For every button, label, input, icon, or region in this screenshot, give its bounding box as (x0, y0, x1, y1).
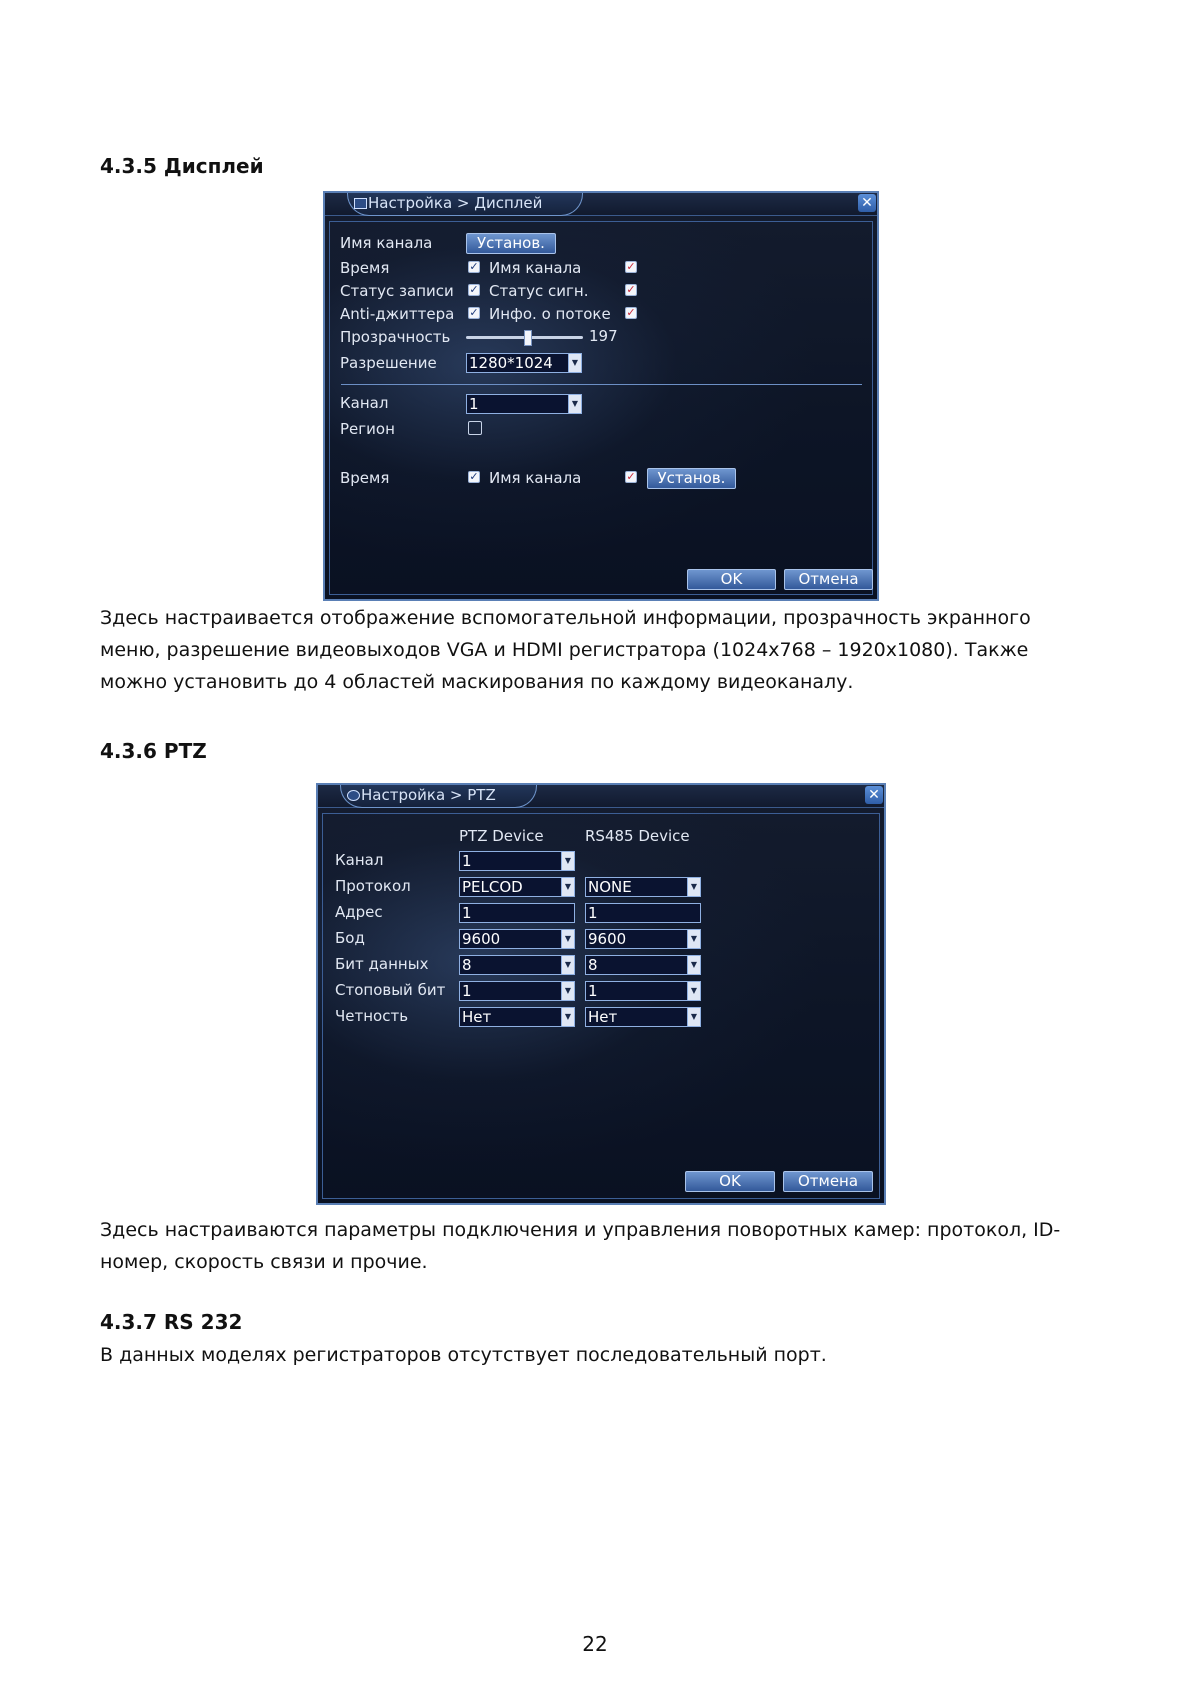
section-divider (341, 384, 862, 385)
rs485-data-bits-value: 8 (588, 956, 598, 974)
signal-status-checkbox[interactable]: ✓ (626, 283, 636, 296)
ptz-baud-value: 9600 (462, 930, 501, 948)
ptz-stop-bit-value: 1 (462, 982, 472, 1000)
chevron-down-icon: ▼ (687, 930, 700, 948)
section-heading-display: 4.3.5 Дисплей (100, 154, 264, 178)
column-ptz-device: PTZ Device (459, 827, 544, 845)
chevron-down-icon: ▼ (561, 1008, 574, 1026)
chevron-down-icon: ▼ (687, 1008, 700, 1026)
chevron-down-icon: ▼ (568, 395, 581, 413)
ptz-address-input[interactable] (459, 903, 575, 923)
channel-set-button[interactable]: Установ. (647, 468, 736, 489)
rs485-baud-select[interactable] (585, 929, 701, 949)
label-protocol: Протокол (335, 877, 411, 895)
display-description: Здесь настраивается отображение вспомогательной информации, прозрачность экранного меню, разрешение видеовыходов VGA и HDMI регистратора (1024х768 – 1920х1080). Также можно установить до 4 областей маскирования по каждому видеоканалу. (100, 607, 1031, 693)
ptz-parity-value: Нет (462, 1008, 492, 1026)
channel-name-set-button[interactable]: Установ. (466, 233, 556, 254)
dialog-title (347, 193, 583, 216)
ptz-protocol-select[interactable] (459, 877, 575, 897)
show-channel-name-checkbox[interactable]: ✓ (626, 260, 636, 273)
label-stream-info: Инфо. о потоке (489, 305, 611, 323)
label-address: Адрес (335, 903, 383, 921)
resolution-value: 1280*1024 (469, 354, 553, 372)
label-baud: Бод (335, 929, 365, 947)
camera-icon (347, 790, 360, 801)
rs485-stop-bit-value: 1 (588, 982, 598, 1000)
rs485-protocol-select[interactable] (585, 877, 701, 897)
close-icon[interactable]: ✕ (858, 194, 876, 212)
display-settings-dialog (323, 191, 879, 601)
dialog-title-text: Настройка > Дисплей (368, 194, 543, 212)
dialog-body (329, 221, 873, 595)
ptz-description: Здесь настраиваются параметры подключения и управления поворотных камер: протокол, ID-номер, скорость связи и прочие. (100, 1219, 1061, 1273)
time-2-checkbox[interactable]: ✓ (469, 470, 479, 483)
ptz-channel-value: 1 (462, 852, 472, 870)
rs485-address-value: 1 (588, 904, 598, 922)
label-time: Время (340, 259, 390, 277)
chevron-down-icon: ▼ (687, 878, 700, 896)
chevron-down-icon: ▼ (687, 956, 700, 974)
chevron-down-icon: ▼ (687, 982, 700, 1000)
page-number: 22 (582, 1632, 608, 1656)
ptz-settings-dialog (316, 783, 886, 1205)
label-show-channel-name: Имя канала (489, 259, 582, 277)
ok-button[interactable]: OK (685, 1171, 775, 1192)
label-data-bits: Бит данных (335, 955, 429, 973)
anti-jitter-checkbox[interactable]: ✓ (469, 306, 479, 319)
time-checkbox[interactable]: ✓ (469, 260, 479, 273)
dialog-body (322, 813, 880, 1199)
section-heading-ptz: 4.3.6 PTZ (100, 739, 207, 763)
channel-select[interactable] (466, 394, 582, 414)
column-rs485-device: RS485 Device (585, 827, 690, 845)
label-channel-name-2: Имя канала (489, 469, 582, 487)
chevron-down-icon: ▼ (561, 956, 574, 974)
chevron-down-icon: ▼ (561, 878, 574, 896)
cancel-button[interactable]: Отмена (784, 569, 873, 590)
resolution-select[interactable] (466, 353, 582, 373)
ptz-data-bits-select[interactable] (459, 955, 575, 975)
chevron-down-icon: ▼ (561, 930, 574, 948)
section-heading-rs232: 4.3.7 RS 232 (100, 1310, 243, 1334)
label-channel-name: Имя канала (340, 234, 433, 252)
ptz-channel-select[interactable] (459, 851, 575, 871)
label-signal-status: Статус сигн. (489, 282, 589, 300)
chevron-down-icon: ▼ (568, 354, 581, 372)
rs485-baud-value: 9600 (588, 930, 627, 948)
label-time-2: Время (340, 469, 390, 487)
ptz-address-value: 1 (462, 904, 472, 922)
rs485-stop-bit-select[interactable] (585, 981, 701, 1001)
chevron-down-icon: ▼ (561, 852, 574, 870)
ok-button[interactable]: OK (687, 569, 776, 590)
rs485-address-input[interactable] (585, 903, 701, 923)
stream-info-checkbox[interactable]: ✓ (626, 306, 636, 319)
label-anti-jitter: Anti-джиттера (340, 305, 455, 323)
close-icon[interactable]: ✕ (865, 786, 883, 804)
ptz-data-bits-value: 8 (462, 956, 472, 974)
region-checkbox[interactable] (468, 421, 482, 435)
ptz-protocol-value: PELCOD (462, 878, 523, 896)
chevron-down-icon: ▼ (561, 982, 574, 1000)
rs485-data-bits-select[interactable] (585, 955, 701, 975)
rs232-description: В данных моделях регистраторов отсутствует последовательный порт. (100, 1344, 827, 1366)
rs485-parity-select[interactable] (585, 1007, 701, 1027)
label-resolution: Разрешение (340, 354, 437, 372)
ptz-stop-bit-select[interactable] (459, 981, 575, 1001)
cancel-button[interactable]: Отмена (783, 1171, 873, 1192)
label-stop-bit: Стоповый бит (335, 981, 446, 999)
dialog-title (340, 785, 537, 808)
transparency-slider-thumb[interactable] (524, 330, 532, 346)
rs485-protocol-value: NONE (588, 878, 632, 896)
ptz-baud-select[interactable] (459, 929, 575, 949)
record-status-checkbox[interactable]: ✓ (469, 283, 479, 296)
channel-name-2-checkbox[interactable]: ✓ (626, 470, 636, 483)
dialog-title-text: Настройка > PTZ (361, 786, 496, 804)
label-transparency: Прозрачность (340, 328, 451, 346)
channel-value: 1 (469, 395, 479, 413)
label-channel: Канал (335, 851, 384, 869)
label-record-status: Статус записи (340, 282, 454, 300)
label-region: Регион (340, 420, 395, 438)
ptz-parity-select[interactable] (459, 1007, 575, 1027)
display-icon (354, 198, 367, 209)
rs485-parity-value: Нет (588, 1008, 618, 1026)
transparency-value: 197 (589, 327, 618, 345)
label-parity: Четность (335, 1007, 409, 1025)
label-channel: Канал (340, 394, 389, 412)
